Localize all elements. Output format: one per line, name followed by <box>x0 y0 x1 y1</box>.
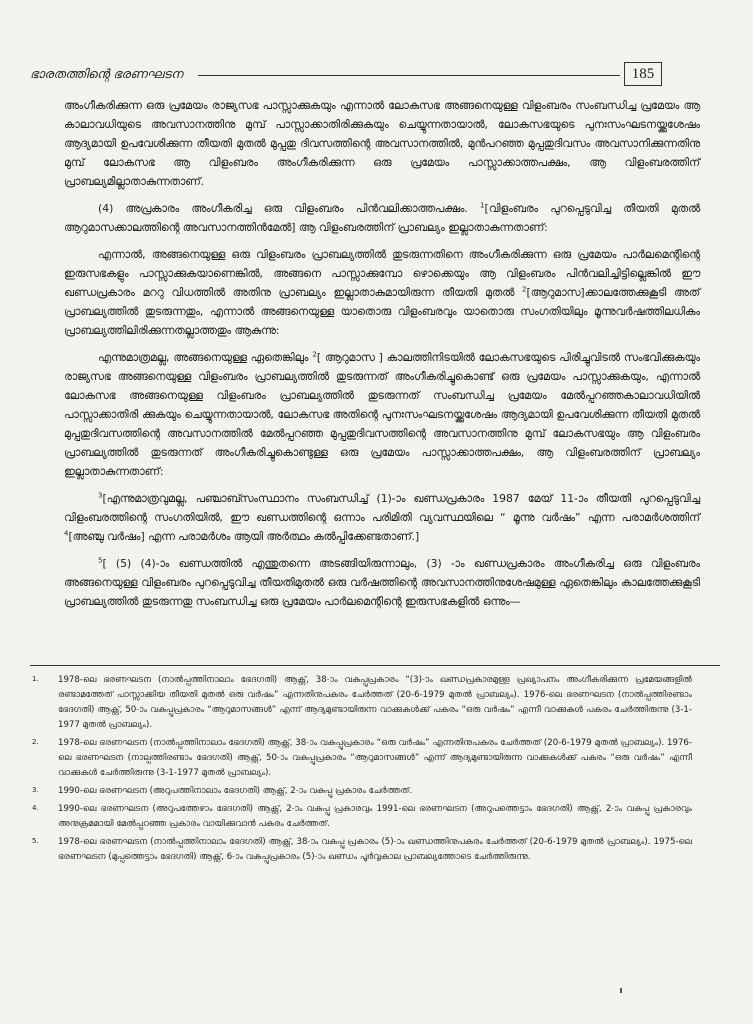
paragraph-lead: എന്നാൽ, അങ്ങനെയുള്ള ഒരു വിളംബരം പ്രാബല്യത്തിൽ തുടരുന്നതിനെ അംഗീകരിക്കുന്ന ഒരു പ്രമേയം പാർലമെന്റിന്റെ ഇരുസഭകളും പാസ്സാക്കുകയാണെങ്കിൽ, അങ്ങനെ പാസ്സാക്കുമ്പോ ഴൊക്കെയും ആ വിളംബരം പിൻവലിച്ചിട്ടില്ലെങ്കിൽ ഈ ഖണ്ഡപ്രകാരം മററു വിധത്തിൽ അതിനു പ്രാബല്യം ഇല്ലാതാകുമായിരുന്ന തീയതി മുതൽ <box>64 248 700 299</box>
proviso-1 <box>64 245 700 340</box>
clause-4 <box>64 199 700 237</box>
footnote-text: 1978-ലെ ഭരണഘടന (നാൽപ്പത്തിനാലാം ഭേദഗതി) ആക്റ്റ്, 38-ാം വകുപ്പു പ്രകാരം (5)-ാം ഖണ്ഡത്തിനുപകരം ചേർത്തത് (20-6-1979 മുതൽ പ്രാബല്യം). 1975-ലെ ഭരണഘടന (മുപ്പത്തെട്ടാം ഭേദഗതി) ആക്റ്റ്, 6-ാം വകുപ്പുപ്രകാരം (5)-ാം ഖണ്ഡം പൂർവ്വകാല പ്രാബല്യത്തോടെ ചേർത്തിരുന്നു. <box>58 837 692 862</box>
footnote <box>32 736 692 781</box>
footnotes <box>32 673 692 868</box>
footnote <box>32 835 692 865</box>
footnote <box>32 673 692 733</box>
footnote-ref: 4 <box>64 529 69 538</box>
footnote-number: 3. <box>32 786 39 794</box>
footnote-text: 1978-ലെ ഭരണഘടന (നാൽപ്പത്തിനാലാം ഭേദഗതി) ആക്റ്റ്, 38-ാം വകുപ്പുപ്രകാരം “(3)-ാം ഖണ്ഡപ്രകാരമുള്ള പ്രഖ്യാപനം അംഗീകരിക്കുന്ന പ്രമേയങ്ങളിൽ രണ്ടാമത്തേത് പാസ്സാക്കിയ തീയതി മുതൽ ഒരു വർഷം” എന്നതിനുപകരം ചേർത്തത് (20-6-1979 മുതൽ പ്രാബല്യം). 1976-ലെ ഭരണഘടന (നാൽപ്പത്തിരണ്ടാം ഭേദഗതി) ആക്റ്റ്, 50-ാം വകുപ്പുപ്രകാരം “ആറുമാസങ്ങൾ” എന്ന് ആദ്യമുണ്ടായിരുന്ന വാക്കുകൾക്ക് പകരം “ഒരു വർഷം” എന്നീ വാക്കുകൾ പകരം ചേർത്തിരുന്നു (3-1-1977 മുതൽ പ്രാബല്യം). <box>58 675 692 730</box>
paragraph-text: [ ആറുമാസ ] കാലത്തിനിടയിൽ ലോകസഭയുടെ പിരിച്ചുവിടൽ സംഭവിക്കുകയും രാജ്യസഭ അങ്ങനെയുള്ള വിളംബരം പ്രാബല്യത്തിൽ തുടരുന്നത് അംഗീകരിച്ചുകൊണ്ട് ഒരു പ്രമേയം പാസ്സാക്കുകയും, എന്നാൽ ലോകസഭ അങ്ങനെയുള്ള വിളംബരം പ്രാബല്യത്തിൽ തുടരുന്നത് സംബന്ധിച്ച പ്രമേയം മേൽപ്പറഞ്ഞകാലാവധിയിൽ പാസ്സാക്കാതിരി ക്കുകയും ചെയ്യുന്നതായാൽ, ലോകസഭ അതിന്റെ പുനഃസംഘടനയ്ക്കുശേഷം ആദ്യമായി ഉപവേശിക്കുന്ന തീയതി മുതൽ മുപ്പതുദിവസത്തിന്റെ അവസാനത്തിൽ മേൽപ്പറഞ്ഞ മുപ്പതുദിവസത്തിന്റെ അവസാനത്തിനു മുമ്പ് ലോകസഭയും ആ വിളംബരം പ്രാബല്യത്തിൽ തുടരുന്നത് അംഗീകരിച്ചുകൊണ്ടുള്ള ഒരു പ്രമേയം പാസ്സാക്കാത്തപക്ഷം, ആ വിളംബരത്തിന് പ്രാബല്യം ഇല്ലാതാകുന്നതാണ്: <box>64 351 701 478</box>
footnote-ref: 5 <box>98 556 103 565</box>
page-header <box>30 62 716 88</box>
footnote-ref: 3 <box>98 491 103 500</box>
proviso-3 <box>64 489 700 546</box>
footnote-number: 1. <box>32 675 39 683</box>
proviso-2 <box>64 348 700 481</box>
paragraph-text: [ (5) (4)-ാം ഖണ്ഡത്തിൽ എന്തുതന്നെ അടങ്ങിയിരുന്നാലും, (3) -ാം ഖണ്ഡപ്രകാരം അംഗീകരിച്ച ഒരു വിളംബരം അങ്ങനെയുള്ള വിളംബരം പുറപ്പെടുവിച്ച തീയതിമുതൽ ഒരു വർഷത്തിന്റെ അവസാനത്തിനുശേഷമുള്ള ഏതെങ്കിലും കാലത്തേക്കുകൂടി പ്രാബല്യത്തിൽ തുടരുന്നതു സംബന്ധിച്ച ഒരു പ്രമേയം പാർലമെന്റിന്റെ ഇരുസഭകളിൽ ഒന്നും— <box>64 557 700 608</box>
footnote-number: 5. <box>32 837 39 845</box>
footnote-ref: 1 <box>480 201 485 210</box>
clause-5 <box>64 554 700 611</box>
paragraph-continuation <box>64 96 700 191</box>
footnote-ref: 2 <box>312 350 317 359</box>
paragraph-text: [ആറുമാസ]ക്കാലത്തേക്കുകൂടി അത് പ്രാബല്യത്തിൽ തുടരുന്നതും, എന്നാൽ അങ്ങനെയുള്ള യാതൊരു വിളംബരവും യാതൊരു സംഗതിയിലും മൂന്നുവർഷത്തിലധികം പ്രാബല്യത്തിലിരിക്കുന്നതല്ലാത്തതും ആകുന്നു: <box>64 286 700 337</box>
paragraph-text: [എന്നുമാത്രവുമല്ല, പഞ്ചാബ്സംസ്ഥാനം സംബന്ധിച്ച് (1)-ാം ഖണ്ഡപ്രകാരം 1987 മേയ് 11-ാം തീയതി പുറപ്പെടുവിച്ച വിളംബരത്തിന്റെ സംഗതിയിൽ, ഈ ഖണ്ഡത്തിന്റെ ഒന്നാം പരിമിതി വ്യവസ്ഥയിലെ “ മൂന്നു വർഷം” എന്ന പരാമർശത്തിന് <box>64 492 700 524</box>
paragraph-text: അംഗീകരിക്കുന്ന ഒരു പ്രമേയം രാജ്യസഭ പാസ്സാക്കുകയും എന്നാൽ ലോകസഭ അങ്ങനെയുള്ള വിളംബരം സംബന്ധിച്ച പ്രമേയം ആ കാലാവധിയുടെ അവസാനത്തിനു മുമ്പ് പാസ്സാക്കാതിരിക്കുകയും ചെയ്യുന്നതായാൽ, ലോകസഭയുടെ പുനഃസംഘടനയ്ക്കുശേഷം ആദ്യമായി ഉപവേശിക്കുന്ന തീയതി മുതൽ മുപ്പതു ദിവസത്തിന്റെ അവസാനത്തിൽ, മുൻപറഞ്ഞ മുപ്പതുദിവസം അവസാനിക്കുന്നതിനു മുമ്പ് ലോകസഭ ആ വിളംബരം അംഗീകരിക്കുന്ന ഒരു പ്രമേയം പാസ്സാക്കാത്തപക്ഷം, ആ വിളംബരത്തിന് പ്രാബല്യമില്ലാതാകുന്നതാണ്. <box>64 99 700 188</box>
footnote-rule <box>30 665 720 666</box>
footnote-number: 2. <box>32 738 39 746</box>
article-body <box>64 96 700 619</box>
footnote-text: 1978-ലെ ഭരണഘടന (നാൽപ്പത്തിനാലാം ഭേദഗതി) ആക്റ്റ്, 38-ാം വകുപ്പുപ്രകാരം “ഒരു വർഷം” എന്നതിനുപകരം ചേർത്തത് (20-6-1979 മുതൽ പ്രാബല്യം). 1976-ലെ ഭരണഘടന (നാല്പത്തിരണ്ടാം ഭേദഗതി) ആക്റ്റ്, 50-ാം വകുപ്പുപ്രകാരം “ആറുമാസങ്ങൾ” എന്ന് ആദ്യമുണ്ടായിരുന്ന വാക്കുകൾക്ക് പകരം “ഒരു വർഷം” എന്നീ വാക്കുകൾ ചേർത്തിരുന്നു (3-1-1977 മുതൽ പ്രാബല്യം). <box>58 738 692 778</box>
running-title: ഭാരതത്തിന്റെ ഭരണഘടന <box>30 66 183 81</box>
footnote <box>32 802 692 832</box>
footnote-text: 1990-ലെ ഭരണഘടന (അറുപത്തിനാലാം ഭേദഗതി) ആക്റ്റ്, 2-ാം വകുപ്പു പ്രകാരം ചേർത്തത്. <box>58 786 413 796</box>
paragraph-lead: (4) അപ്രകാരം അംഗീകരിച്ച ഒരു വിളംബരം പിൻവലിക്കാത്തപക്ഷം. <box>98 202 481 215</box>
footnote-text: 1990-ലെ ഭരണഘടന (അറുപത്തേഴാം ഭേദഗതി) ആക്റ്റ്, 2-ാം വകുപ്പു പ്രകാരവും 1991-ലെ ഭരണഘടന (അറുപത്തെട്ടാം ഭേദഗതി) ആക്റ്റ്, 2-ാം വകുപ്പു പ്രകാരവും അനുക്രമമായി മേൽപ്പറഞ്ഞ പ്രകാരം വായിക്കുവാൻ പകരം ചേർത്തത്. <box>58 804 692 829</box>
paragraph-text-cont: [അഞ്ചു വർഷം] എന്ന പരാമർശം ആയി അർത്ഥം കൽപ്പിക്കേണ്ടതാണ്.] <box>68 530 420 543</box>
footnote <box>32 784 692 799</box>
page-number: 185 <box>624 62 662 86</box>
paragraph-text: [വിളംബരം പുറപ്പെടുവിച്ച തീയതി മുതൽ ആറുമാസക്കാലത്തിന്റെ അവസാനത്തിൻമേൽ] ആ വിളംബരത്തിന് പ്രാബല്യം ഇല്ലാതാകുന്നതാണ്: <box>64 202 700 234</box>
print-speck <box>620 988 622 993</box>
footnote-ref: 2 <box>522 285 527 294</box>
footnote-number: 4. <box>32 804 39 812</box>
paragraph-lead: എന്നുമാത്രമല്ല, അങ്ങനെയുള്ള ഏതെങ്കിലും <box>98 351 313 364</box>
header-rule <box>198 75 620 76</box>
